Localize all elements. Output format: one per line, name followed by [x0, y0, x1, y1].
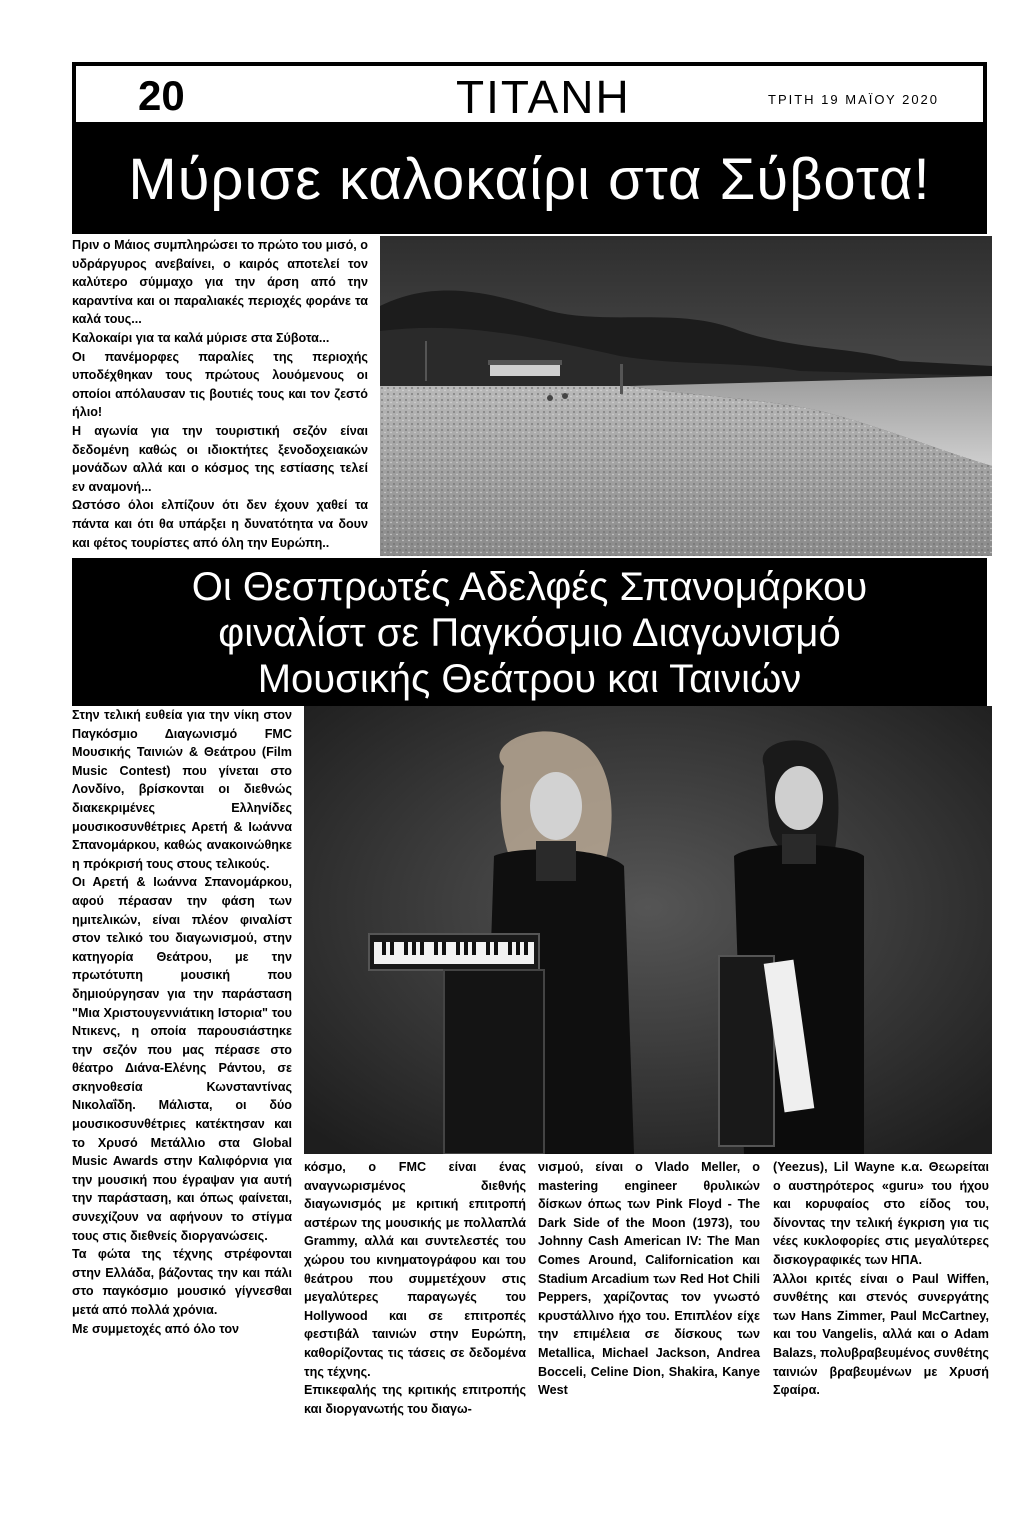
- article2-column-2: [304, 1158, 526, 1418]
- article2-column-1: [72, 706, 292, 1338]
- article1-paragraph: Οι πανέμορφες παραλίες της περιοχής υποδέχθηκαν τους πρώτους λουόμενους οι οποίοι απόλαυσαν τις βουτιές τους και τον ζεστό ήλιο!: [72, 349, 368, 420]
- article2-headline-line: Οι Θεσπρωτές Αδελφές Σπανομάρκου: [191, 565, 868, 609]
- article1-paragraph: Η αγωνία για την τουριστική σεζόν είναι δεδομένη καθώς οι ιδιοκτήτες ξενοδοχειακών μονάδων αλλά και ο κόσμος της εστίασης τελεί εν αναμονή...: [72, 423, 368, 494]
- article2-paragraph: κόσμο, ο FMC είναι ένας αναγνωρισμένος διεθνής διαγωνισμός με κριτική επιτροπή αστέρων της μουσικής με πολλαπλά Grammy, αλλά και συντελεστές του χώρου του κινηματογράφου και του θεάτρου που συμμετέχουν στις μεγαλύτερες παραγωγές του Hollywood και σε επιτροπές φεστιβάλ ταινιών στην Ευρώπη, καθορίζοντας τις τάσεις σε δεδομένα της τέχνης.: [304, 1160, 526, 1379]
- article2-column-4: [773, 1158, 989, 1400]
- newspaper-name: ΤΙΤΑΝΗ: [456, 71, 631, 123]
- article1-headline-bar: [72, 126, 987, 234]
- article1-headline: Μύρισε καλοκαίρι στα Σύβοτα!: [128, 147, 931, 212]
- article1-paragraph: Πριν ο Μάιος συμπληρώσει το πρώτο του μισό, ο υδράργυρος ανεβαίνει, ο καιρός αποτελεί τον καλύτερο σύμμαχο για την άρση από την καραντίνα και οι παραλιακές περιοχές φοράνε τα καλά τους...: [72, 238, 368, 327]
- article1-body: [72, 236, 368, 552]
- article2-paragraph: νισμού, είναι ο Vlado Meller, ο mastering engineer θρυλικών δίσκων όπως των Pink Floyd - The Dark Side of the Moon (1973), του Johnny Cash American IV: The Man Comes Around, Californication και Stadium Arcadium των Red Hot Chili Peppers, χαρίζοντας τον γνωστό κρυστάλλινο ήχο του. Επιπλέον είχε την επιμέλεια σε δίσκους των Metallica, Michael Jackson, Andrea Bocceli, Celine Dion, Shakira, Kanye West: [538, 1160, 760, 1398]
- masthead: [72, 62, 987, 126]
- beach-photo: [380, 236, 992, 556]
- article2-paragraph: Οι Αρετή & Ιωάννα Σπανομάρκου, αφού πέρασαν την φάση των ημιτελικών, είναι πλέον φιναλίστ στον τελικό του διαγωνισμού, στην κατηγορία Θεάτρου, με την πρωτότυπη μουσική που δημιούργησαν για την παράσταση "Μια Χριστουγεννιάτικη Ιστορια" του Ντικενς, η οποία παρουσιάστηκε την σεζόν που μας πέρασε στο θέατρο Διάνα-Ελένης Ράντου, σε σκηνοθεσία Κωνσταντίνας Νικολαΐδη. Μάλιστα, οι δύο μουσικοσυνθέτριες κατέκτησαν και το Χρυσό Μετάλλιο στα Global Music Awards στην Καλιφόρνια για την μουσική που έγραψαν για αυτή την παράσταση, και όπως φαίνεται, συνεχίζουν να αφήνουν το στίγμα τους στις διεθνείς διοργανώσεις.: [72, 875, 292, 1243]
- article2-headline-line: φιναλίστ σε Παγκόσμιο Διαγωνισμό: [218, 611, 841, 655]
- article2-paragraph: Στην τελική ευθεία για την νίκη στον Παγκόσμιο Διαγωνισμό FMC Μουσικής Ταινιών & Θεάτρου (Film Music Contest) που γίνεται στο Λονδίνο, βρίσκονται οι διεθνώς διακεκριμένες Ελληνίδες μουσικοσυνθέτριες Αρετή & Ιωάννα Σπανομάρκου, καθώς ανακοινώθηκε η πρόκρισή τους στους τελικούς.: [72, 708, 292, 871]
- article2-paragraph: Τα φώτα της τέχνης στρέφονται στην Ελλάδα, βάζοντας την και πάλι στο παγκόσμιο μουσικό γίγνεσθαι μετά από πολλά χρόνια.: [72, 1247, 292, 1317]
- issue-date: ΤΡΙΤΗ 19 ΜΑΪΟΥ 2020: [768, 92, 940, 107]
- article2-paragraph: Επικεφαλής της κριτικής επιτροπής και διοργανωτής του διαγω-: [304, 1383, 526, 1416]
- article2-column-3: [538, 1158, 760, 1400]
- article2-paragraph: Με συμμετοχές από όλο τον: [72, 1321, 240, 1336]
- article2-paragraph: Άλλοι κριτές είναι ο Paul Wiffen, συνθέτης και στενός συνεργάτης των Hans Zimmer, Paul McCartney, και του Vangelis, αλλά και ο Adam Balazs, πολυβραβευμένος συνθέτης ταινιών βραβευμένων με Χρυσή Σφαίρα.: [773, 1271, 989, 1398]
- article2-headline-bar: [72, 558, 987, 706]
- page-number: 20: [138, 72, 185, 119]
- article1-paragraph: Ωστόσο όλοι ελπίζουν ότι δεν έχουν χαθεί τα πάντα και ότι θα υπάρξει η δυνατότητα να δουν και φέτος τουρίστες από όλη την Ευρώπη..: [72, 498, 368, 550]
- sisters-photo: [304, 706, 992, 1154]
- article2-paragraph: (Yeezus), Lil Wayne κ.α. Θεωρείται ο αυστηρότερος «guru» του ήχου και κορυφαίος στο είδος του, δίνοντας την τελική έγκριση για τις νέες κυκλοφορίες στις μεγαλύτερες δισκογραφικές των ΗΠΑ.: [773, 1160, 989, 1267]
- article2-headline-line: Μουσικής Θεάτρου και Ταινιών: [257, 657, 802, 701]
- article1-paragraph: Καλοκαίρι για τα καλά μύρισε στα Σύβοτα...: [72, 330, 330, 345]
